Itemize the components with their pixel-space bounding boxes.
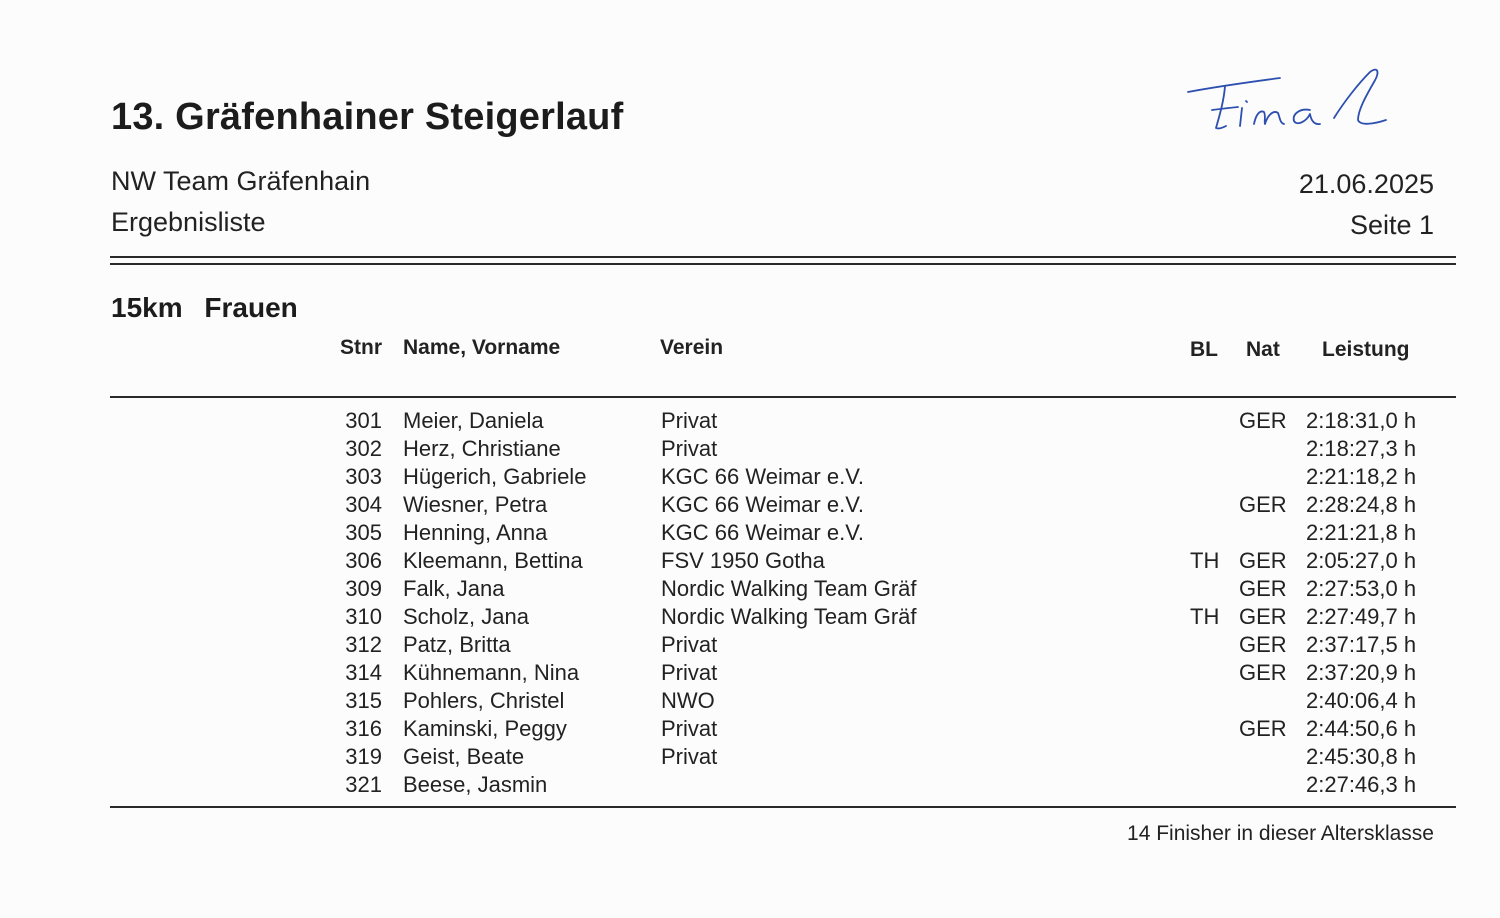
nationality: GER — [1239, 660, 1287, 685]
start-number: 312 — [345, 632, 382, 657]
finish-time: 2:37:17,5 h — [1306, 632, 1417, 657]
finish-time: 2:27:46,3 h — [1306, 772, 1417, 797]
header-divider-top — [110, 256, 1456, 258]
athlete-name: Hügerich, Gabriele — [403, 464, 587, 489]
finish-time: 2:18:31,0 h — [1306, 408, 1417, 433]
start-number: 301 — [345, 408, 382, 433]
table-row — [0, 688, 1500, 716]
athlete-name: Patz, Britta — [403, 632, 511, 657]
table-row — [0, 548, 1500, 576]
finish-time: 2:37:20,9 h — [1306, 660, 1417, 685]
column-header-bl: BL — [1190, 338, 1218, 361]
nationality: GER — [1239, 492, 1287, 517]
table-row — [0, 576, 1500, 604]
athlete-name: Falk, Jana — [403, 576, 505, 601]
start-number: 309 — [345, 576, 382, 601]
club-name: Privat — [661, 744, 718, 769]
start-number: 303 — [345, 464, 382, 489]
athlete-name: Kleemann, Bettina — [403, 548, 583, 573]
club-name: Privat — [661, 716, 718, 741]
state-code: TH — [1190, 604, 1220, 629]
finish-time: 2:21:21,8 h — [1306, 520, 1417, 545]
table-bottom-divider — [110, 806, 1456, 808]
finish-time: 2:21:18,2 h — [1306, 464, 1417, 489]
nationality: GER — [1239, 548, 1287, 573]
start-number: 306 — [345, 548, 382, 573]
table-row — [0, 744, 1500, 772]
start-number: 319 — [345, 744, 382, 769]
finish-time: 2:45:30,8 h — [1306, 744, 1417, 769]
athlete-name: Herz, Christiane — [403, 436, 561, 461]
table-row — [0, 464, 1500, 492]
start-number: 302 — [345, 436, 382, 461]
finish-time: 2:05:27,0 h — [1306, 548, 1417, 573]
table-row — [0, 520, 1500, 548]
table-row — [0, 604, 1500, 632]
club-name: Privat — [661, 408, 718, 433]
club-name: KGC 66 Weimar e.V. — [661, 464, 864, 489]
athlete-name: Kühnemann, Nina — [403, 660, 580, 685]
club-name: NWO — [661, 688, 715, 713]
club-name: KGC 66 Weimar e.V. — [661, 492, 864, 517]
event-date: 21.06.2025 — [1298, 169, 1434, 199]
nationality: GER — [1239, 716, 1287, 741]
page-number: Seite 1 — [1349, 210, 1434, 240]
finish-time: 2:28:24,8 h — [1306, 492, 1417, 517]
club-name: Privat — [661, 632, 718, 657]
column-header-verein: Verein — [660, 336, 724, 359]
organizer-name: NW Team Gräfenhain — [111, 166, 371, 196]
club-name: KGC 66 Weimar e.V. — [661, 520, 864, 545]
table-row — [0, 716, 1500, 744]
finish-time: 2:27:49,7 h — [1306, 604, 1417, 629]
club-name: Nordic Walking Team Gräf — [661, 604, 917, 629]
nationality: GER — [1239, 604, 1287, 629]
athlete-name: Kaminski, Peggy — [403, 716, 567, 741]
athlete-name: Beese, Jasmin — [403, 772, 548, 797]
table-row — [0, 436, 1500, 464]
club-name: Privat — [661, 660, 718, 685]
table-row — [0, 632, 1500, 660]
start-number: 315 — [345, 688, 382, 713]
handwritten-final-note — [1180, 58, 1400, 148]
list-name: Ergebnisliste — [111, 207, 266, 237]
column-header-name: Name, Vorname — [403, 336, 561, 359]
athlete-name: Meier, Daniela — [403, 408, 544, 433]
athlete-name: Geist, Beate — [403, 744, 525, 769]
event-title: 13. Gräfenhainer Steigerlauf — [111, 96, 624, 138]
athlete-name: Henning, Anna — [403, 520, 548, 545]
athlete-name: Pohlers, Christel — [403, 688, 565, 713]
club-name: FSV 1950 Gotha — [661, 548, 825, 573]
nationality: GER — [1239, 632, 1287, 657]
finish-time: 2:27:53,0 h — [1306, 576, 1417, 601]
table-row — [0, 772, 1500, 800]
category-title: 15km Frauen — [111, 292, 298, 323]
start-number: 316 — [345, 716, 382, 741]
start-number: 305 — [345, 520, 382, 545]
header-divider-bottom — [110, 263, 1456, 265]
club-name: Nordic Walking Team Gräf — [661, 576, 917, 601]
column-header-leistung: Leistung — [1322, 338, 1410, 361]
table-row — [0, 408, 1500, 436]
results-table — [0, 408, 1500, 800]
nationality: GER — [1239, 408, 1287, 433]
table-header-divider — [110, 396, 1456, 398]
finish-time: 2:40:06,4 h — [1306, 688, 1417, 713]
finish-time: 2:18:27,3 h — [1306, 436, 1417, 461]
athlete-name: Wiesner, Petra — [403, 492, 548, 517]
athlete-name: Scholz, Jana — [403, 604, 529, 629]
column-header-stnr: Stnr — [340, 336, 382, 359]
start-number: 321 — [345, 772, 382, 797]
start-number: 314 — [345, 660, 382, 685]
table-row — [0, 492, 1500, 520]
finish-time: 2:44:50,6 h — [1306, 716, 1417, 741]
state-code: TH — [1190, 548, 1220, 573]
table-row — [0, 660, 1500, 688]
column-header-nat: Nat — [1246, 338, 1280, 361]
nationality: GER — [1239, 576, 1287, 601]
start-number: 310 — [345, 604, 382, 629]
club-name: Privat — [661, 436, 718, 461]
start-number: 304 — [345, 492, 382, 517]
finisher-summary: 14 Finisher in dieser Altersklasse — [1127, 822, 1434, 845]
